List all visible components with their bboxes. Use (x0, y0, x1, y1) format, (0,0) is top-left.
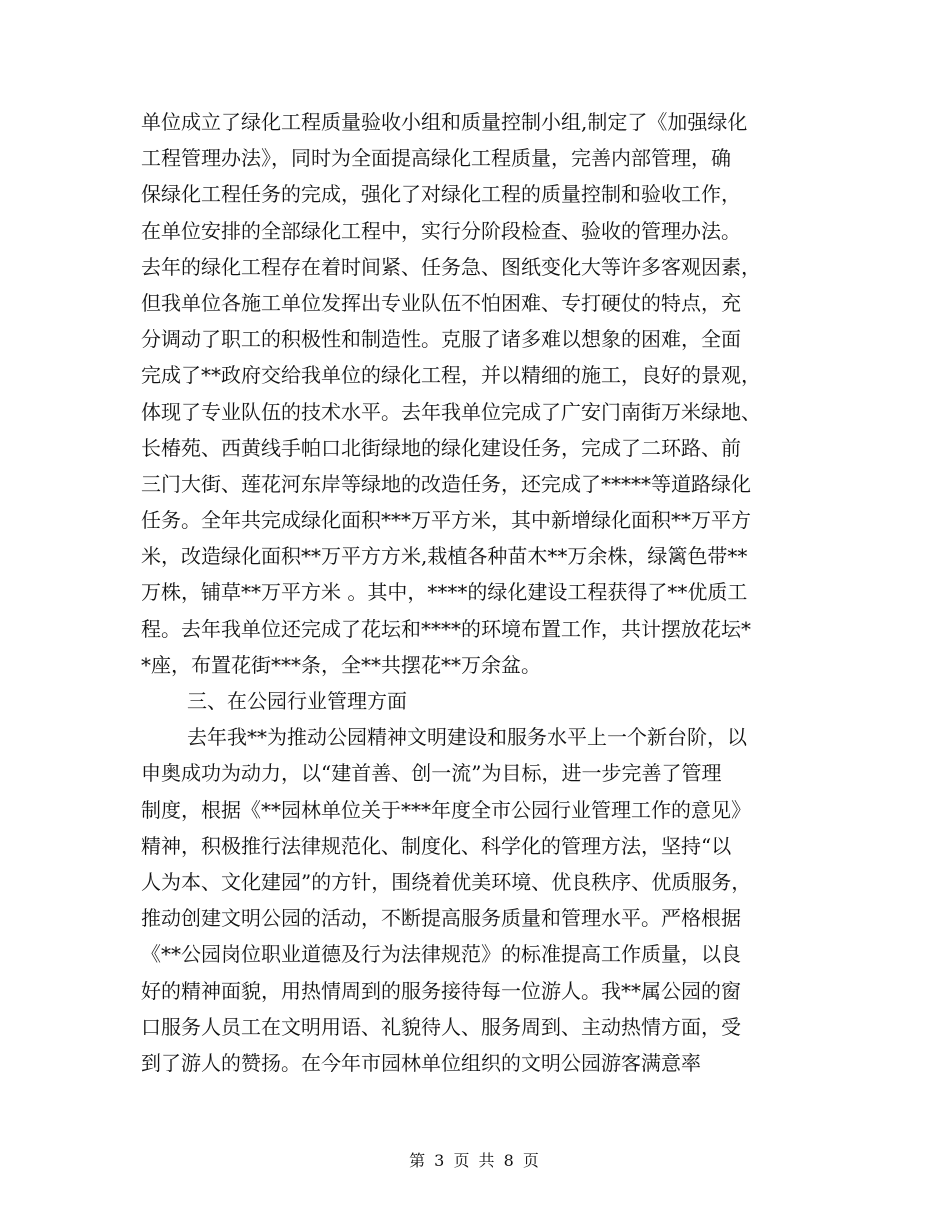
text-line: 三门大街、莲花河东岸等绿地的改造任务，还完成了*****等道路绿化 (141, 471, 751, 496)
text-line: 程。去年我单位还完成了花坛和****的环境布置工作，共计摆放花坛* (141, 616, 751, 641)
text-line: 体现了专业队伍的技术水平。去年我单位完成了广安门南街万米绿地、 (141, 399, 761, 424)
paragraph-first-line: 去年我**为推动公园精神文明建设和服务水平上一个新台阶，以 (187, 725, 747, 750)
text-line: 精神，积极推行法律规范化、制度化、科学化的管理方法，坚持“以 (141, 833, 732, 858)
text-line: 到了游人的赞扬。在今年市园林单位组织的文明公园游客满意率 (141, 1050, 701, 1075)
page-number-footer: 第 3 页 共 8 页 (409, 1151, 541, 1170)
text-line: 去年的绿化工程存在着时间紧、任务急、图纸变化大等许多客观因素， (141, 254, 761, 279)
text-line: 单位成立了绿化工程质量验收小组和质量控制小组,制定了《加强绿化 (141, 110, 748, 134)
text-line: 米，改造绿化面积**万平方方米,栽植各种苗木**万余株，绿篱色带** (141, 544, 748, 569)
text-line: 工程管理办法》，同时为全面提高绿化工程质量，完善内部管理，确 (141, 146, 731, 171)
text-line: 完成了**政府交给我单位的绿化工程，并以精细的施工，良好的景观， (141, 363, 761, 388)
text-line: 《**公园岗位职业道德及行为法律规范》的标准提高工作质量，以良 (141, 942, 741, 967)
document-body (141, 104, 809, 1081)
text-line: 口服务人员工在文明用语、礼貌待人、服务周到、主动热情方面，受 (141, 1014, 741, 1039)
text-line: 长椿苑、西黄线手帕口北街绿地的绿化建设任务，完成了二环路、前 (141, 435, 741, 460)
text-line: 万株，铺草**万平方米 。其中，****的绿化建设工程获得了**优质工 (141, 580, 748, 605)
text-line: 但我单位各施工单位发挥出专业队伍不怕困难、专打硬仗的特点，充 (141, 290, 741, 315)
text-line: 推动创建文明公园的活动，不断提高服务质量和管理水平。严格根据 (141, 906, 741, 931)
section-heading: 三、在公园行业管理方面 (187, 689, 407, 713)
text-line: 申奥成功为动力，以“建首善、创一流”为目标，进一步完善了管理 (141, 761, 722, 786)
text-line: 制度，根据《**园林单位关于***年度全市公园行业管理工作的意见》 (141, 797, 751, 822)
text-line: 好的精神面貌，用热情周到的服务接待每一位游人。我**属公园的窗 (141, 978, 741, 1003)
text-line: 任务。全年共完成绿化面积***万平方米，其中新增绿化面积**万平方 (141, 508, 751, 533)
text-line: 保绿化工程任务的完成，强化了对绿化工程的质量控制和验收工作， (141, 182, 741, 207)
text-line: 人为本、文化建园”的方针，围绕着优美环境、优良秩序、优质服务， (141, 869, 752, 894)
text-line: 在单位安排的全部绿化工程中，实行分阶段检查、验收的管理办法。 (141, 218, 741, 243)
text-line: *座，布置花街***条，全**共摆花**万余盆。 (141, 652, 541, 677)
text-line: 分调动了职工的积极性和制造性。克服了诸多难以想象的困难，全面 (141, 327, 741, 352)
